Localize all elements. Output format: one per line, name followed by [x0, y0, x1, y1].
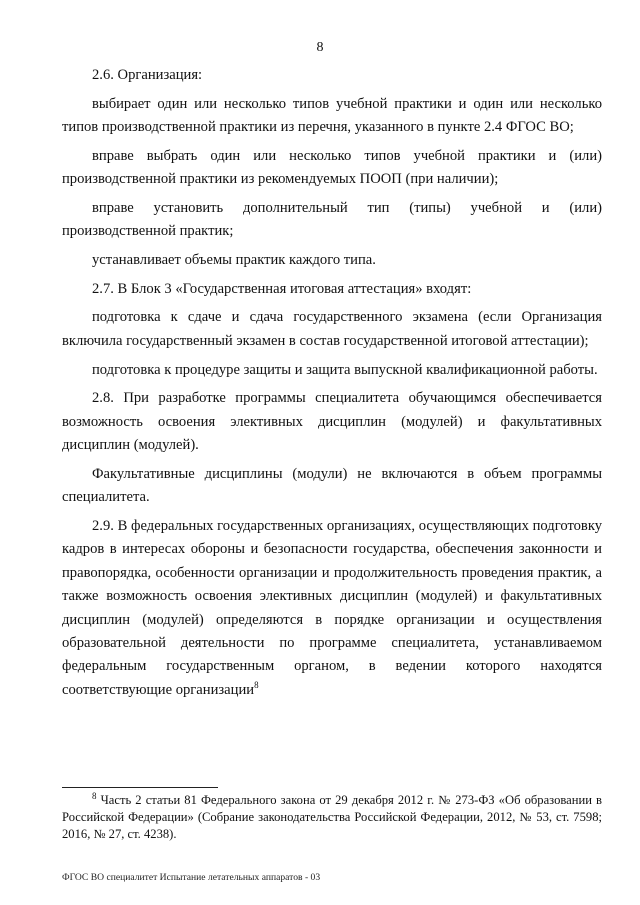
paragraph: выбирает один или несколько типов учебной практики и один или несколько типов производственной практики из перечня, указанного в пункте 2.4 ФГОС ВО; — [62, 95, 602, 136]
paragraph-with-footnote-ref — [62, 515, 602, 702]
paragraph: вправе установить дополнительный тип (типы) учебной и (или) производственной практик; — [62, 199, 602, 240]
paragraph-text: 2.9. В федеральных государственных организациях, осуществляющих подготовку кадров в интересах обороны и безопасности государства, обеспечения законности и правопорядка, особенности организации и продолжительность проведения практик, а также возможность освоения элективных дисциплин (модулей) и факультативных дисциплин (модулей) определяются в порядке организации и осуществления образовательной деятельности по программе специалитета, устанавливаемом федеральным государственным органом, в ведении которого находятся соответствующие организации — [62, 517, 602, 698]
footnote-text: Часть 2 статьи 81 Федерального закона от 29 декабря 2012 г. № 273-ФЗ «Об образовании в Российской Федерации» (Собрание законодательства Российской Федерации, 2012, № 53, ст. 7598; 2016, № 27, ст. 4238). — [62, 793, 602, 841]
footnote-number: 8 — [92, 790, 97, 801]
footnote-reference: 8 — [254, 679, 259, 690]
paragraph: подготовка к сдаче и сдача государственного экзамена (если Организация включила государственный экзамен в состав государственной итоговой аттестации); — [62, 309, 602, 349]
page-footer: ФГОС ВО специалитет Испытание летательных аппаратов - 03 — [62, 872, 321, 883]
paragraph: 2.6. Организация: — [92, 67, 203, 83]
paragraph: вправе выбрать один или несколько типов учебной практики и (или) производственной практики из рекомендуемых ПООП (при наличии); — [62, 147, 602, 188]
paragraph: 2.7. В Блок 3 «Государственная итоговая аттестация» входят: — [92, 280, 472, 297]
paragraph: подготовка к процедуре защиты и защита выпускной квалификационной работы. — [92, 361, 598, 378]
footnote-separator — [62, 787, 218, 788]
page-number: 8 — [316, 40, 324, 55]
paragraph: Факультативные дисциплины (модули) не включаются в объем программы специалитета. — [62, 465, 602, 506]
footnote — [62, 792, 602, 843]
document-body — [62, 64, 602, 707]
paragraph: 2.8. При разработке программы специалитета обучающимся обеспечивается возможность освоения элективных дисциплин (модулей) и факультативных дисциплин (модулей). — [62, 390, 602, 454]
paragraph: устанавливает объемы практик каждого типа. — [92, 252, 376, 269]
